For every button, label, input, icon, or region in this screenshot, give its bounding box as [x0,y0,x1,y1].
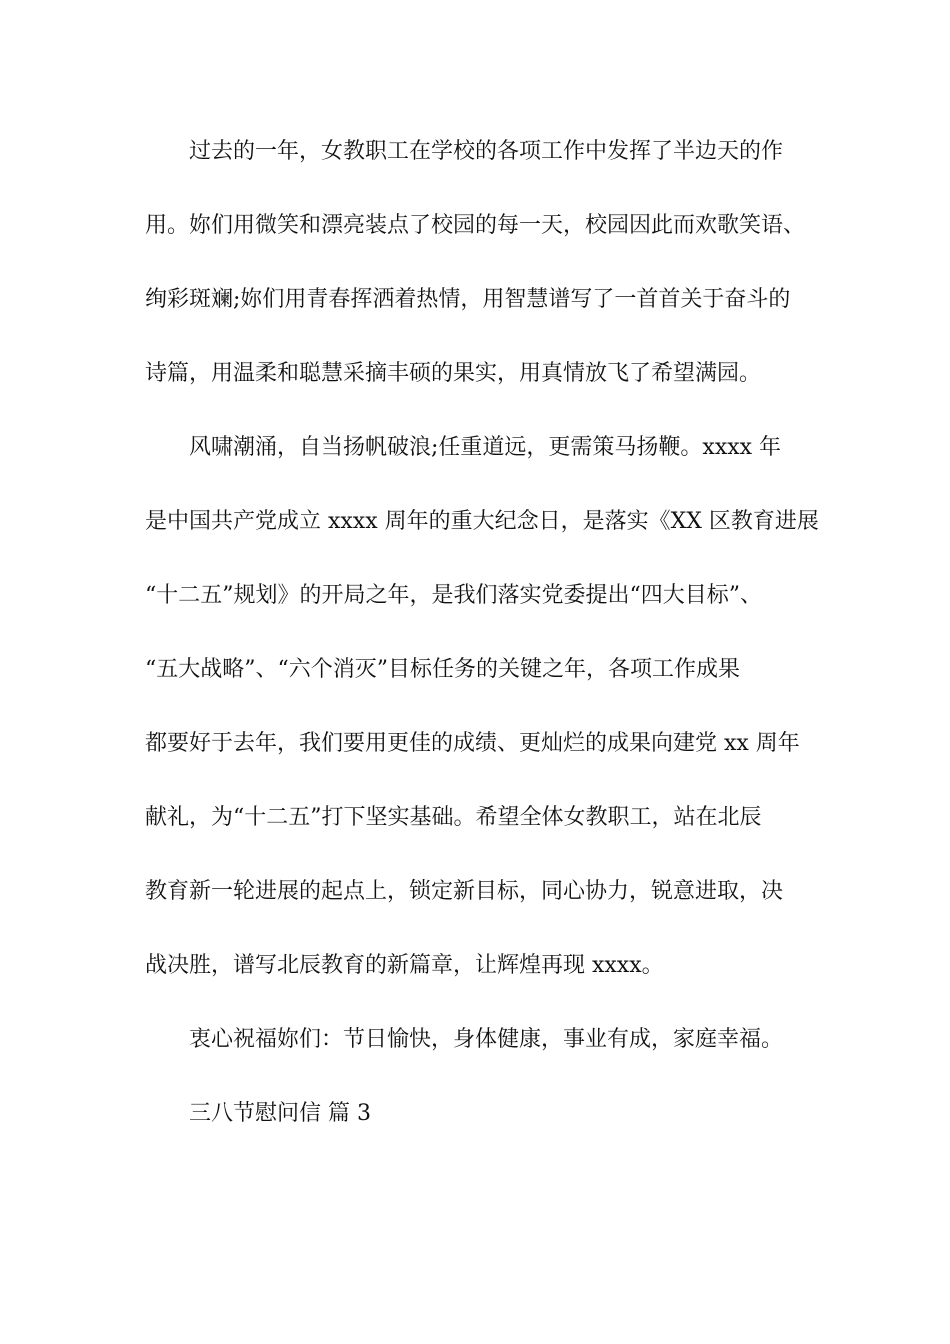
paragraph-1-line-2: 用。妳们用微笑和漂亮装点了校园的每一天，校园因此而欢歌笑语、 [145,213,806,238]
section-heading: 三八节慰问信 篇 3 [189,1101,371,1126]
paragraph-2-line-2: 是中国共产党成立 xxxx 周年的重大纪念日，是落实《XX 区教育进展 [145,509,819,534]
paragraph-2-line-3: “十二五”规划》的开局之年，是我们落实党委提出“四大目标”、 [145,583,762,608]
paragraph-3-line-1: 衷心祝福妳们：节日愉快，身体健康，事业有成，家庭幸福。 [189,1027,784,1052]
paragraph-1-line-3: 绚彩斑斓;妳们用青春挥洒着热情，用智慧谱写了一首首关于奋斗的 [145,287,791,312]
paragraph-2-line-4: “五大战略”、“六个消灭”目标任务的关键之年，各项工作成果 [145,657,740,682]
paragraph-2-line-5: 都要好于去年，我们要用更佳的成绩、更灿烂的成果向建党 xx 周年 [145,731,800,756]
paragraph-2-line-1: 风啸潮涌，自当扬帆破浪;任重道远，更需策马扬鞭。xxxx 年 [189,435,782,460]
paragraph-1-line-1: 过去的一年，女教职工在学校的各项工作中发挥了半边天的作 [189,139,784,164]
paragraph-2-line-6: 献礼，为“十二五”打下坚实基础。希望全体女教职工，站在北辰 [145,805,762,830]
paragraph-2-line-7: 教育新一轮进展的起点上，锁定新目标，同心协力，锐意进取，决 [145,879,784,904]
paragraph-1-line-4: 诗篇，用温柔和聪慧采摘丰硕的果实，用真情放飞了希望满园。 [145,361,762,386]
paragraph-2-line-8: 战决胜，谱写北辰教育的新篇章，让辉煌再现 xxxx。 [145,953,664,978]
